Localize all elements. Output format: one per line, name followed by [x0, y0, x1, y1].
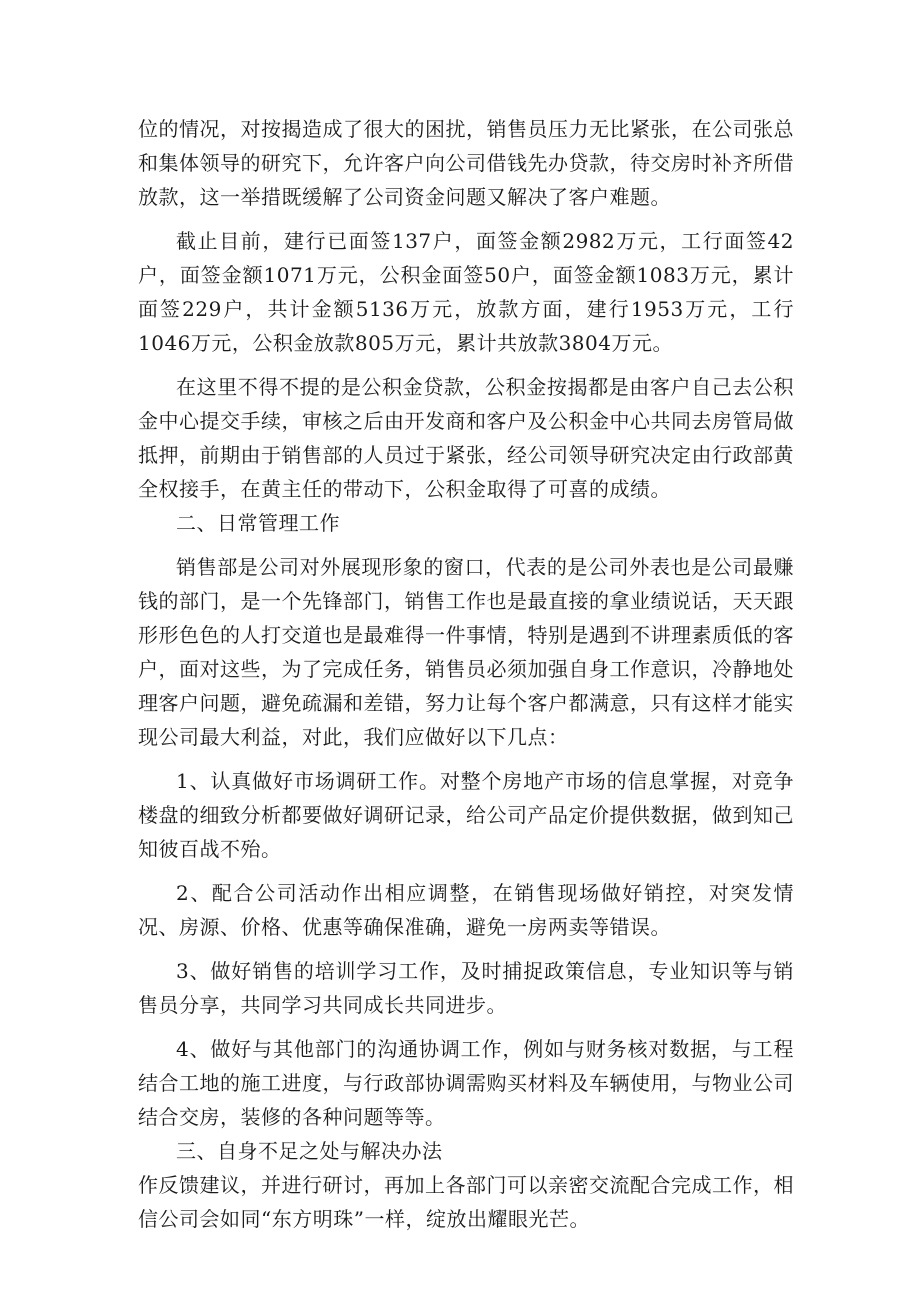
paragraph-continuation: 位的情况，对按揭造成了很大的困扰，销售员压力无比紧张，在公司张总和集体领导的研究下，允许客户向公司借钱先办贷款，待交房时补齐所借放款，这一举措既缓解了公司资金问题又解决了客户难题。: [138, 117, 794, 209]
section-heading-shortcomings: 三、自身不足之处与解决办法: [176, 1139, 443, 1163]
list-item-activity-adjustment: 2、配合公司活动作出相应调整，在销售现场做好销控，对突发情况、房源、价格、优惠等确保准确，避免一房两卖等错误。: [138, 881, 794, 939]
paragraph-signing-stats: 截止目前，建行已面签137户，面签金额2982万元，工行面签42户，面签金额1071万元，公积金面签50户，面签金额1083万元，累计面签229户，共计金额5136万元，放款方面，建行1953万元，工行1046万元，公积金放款805万元，累计共放款3804万元。: [138, 229, 794, 355]
paragraph-provident-fund: 在这里不得不提的是公积金贷款，公积金按揭都是由客户自己去公积金中心提交手续，审核之后由开发商和客户及公积金中心共同去房管局做抵押，前期由于销售部的人员过于紧张，经公司领导研究决定由行政部黄全权接手，在黄主任的带动下，公积金取得了可喜的成绩。: [138, 375, 794, 501]
paragraph-closing: 作反馈建议，并进行研讨，再加上各部门可以亲密交流配合完成工作，相信公司会如同“东方明珠”一样，绽放出耀眼光芒。: [138, 1173, 794, 1231]
list-item-market-research: 1、认真做好市场调研工作。对整个房地产市场的信息掌握，对竞争楼盘的细致分析都要做好调研记录，给公司产品定价提供数据，做到知己知彼百战不殆。: [138, 769, 794, 861]
list-item-training: 3、做好销售的培训学习工作，及时捕捉政策信息，专业知识等与销售员分享，共同学习共同成长共同进步。: [138, 959, 794, 1017]
section-heading-daily-management: 二、日常管理工作: [176, 511, 340, 535]
document-body: [138, 112, 794, 1236]
paragraph-sales-department: 销售部是公司对外展现形象的窗口，代表的是公司外表也是公司最赚钱的部门，是一个先锋部门，销售工作也是最直接的拿业绩说话，天天跟形形色色的人打交道也是最难得一件事情，特别是遇到不讲理素质低的客户，面对这些，为了完成任务，销售员必须加强自身工作意识，冷静地处理客户问题，避免疏漏和差错，努力让每个客户都满意，只有这样才能实现公司最大利益，对此，我们应做好以下几点：: [138, 555, 794, 749]
list-item-coordination: 4、做好与其他部门的沟通协调工作，例如与财务核对数据，与工程结合工地的施工进度，与行政部协调需购买材料及车辆使用，与物业公司结合交房，装修的各种问题等等。: [138, 1037, 794, 1129]
